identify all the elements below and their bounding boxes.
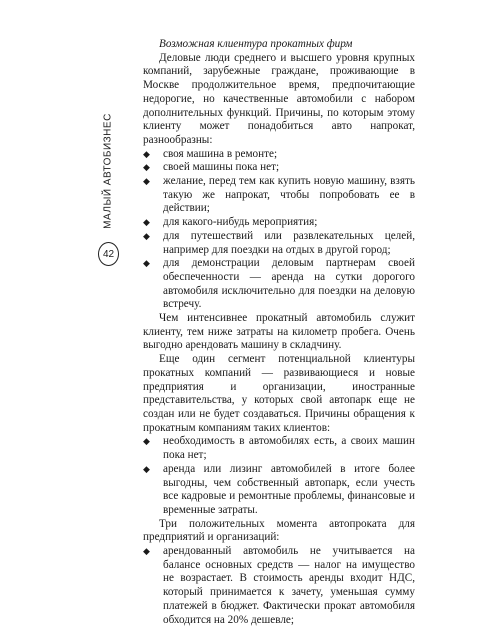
- page-body: [143, 38, 415, 627]
- list-item: ◆ для демонстрации деловым партнерам своей обеспеченности — аренда на сутки дорогого автомобиля исключительно для поездки на деловую встречу.: [143, 257, 415, 311]
- bullet-icon: ◆: [143, 436, 150, 447]
- running-title: МАЛЫЙ АВТОБИЗНЕС: [102, 113, 114, 229]
- client-reasons-list: [143, 435, 415, 517]
- list-item: ◆ своей машины пока нет;: [143, 161, 280, 174]
- bullet-icon: ◆: [143, 162, 150, 173]
- list-item: ◆ для какого-нибудь мероприятия;: [143, 216, 318, 229]
- list-item: ◆ желание, перед тем как купить новую машину, взять такую же напрокат, чтобы попробовать ее в действии;: [143, 175, 415, 215]
- list-item: ◆ своя машина в ремонте;: [143, 147, 278, 160]
- advantages-list: [143, 545, 415, 627]
- section-heading: Возможная клиентура прокатных фирм: [159, 38, 353, 50]
- bullet-icon: ◆: [143, 546, 150, 557]
- bullet-icon: ◆: [143, 217, 150, 228]
- reasons-list: [143, 148, 415, 312]
- bullet-icon: ◆: [143, 258, 150, 269]
- bullet-icon: ◆: [143, 230, 150, 241]
- bullet-icon: ◆: [143, 463, 150, 474]
- page-number: 42: [98, 242, 119, 266]
- list-item: ◆ для путешествий или развлекательных целей, например для поездки на отдых в другой город;: [143, 229, 415, 256]
- paragraph: Деловые люди среднего и высшего уровня крупных компаний, зарубежные граждане, проживающие в Москве продолжительное время, предпочитающие недорогие, но качественные автомобили с набором дополнительных функций. Причины, по которым этому клиенту может понадобиться авто напрокат, разнообразны:: [143, 51, 415, 146]
- paragraph: Три положительных момента автопроката для предприятий и организаций:: [143, 517, 415, 544]
- bullet-icon: ◆: [143, 176, 150, 187]
- paragraph: Чем интенсивнее прокатный автомобиль служит клиенту, тем ниже затраты на километр пробега. Очень выгодно арендовать машину в складчину.: [143, 312, 415, 352]
- list-item: ◆ арендованный автомобиль не учитывается на балансе основных средств — налог на имущество не возрастает. В стоимость аренды входит НДС, который принимается к зачету, уменьшая сумму платежей в бюджет. Фактически прокат автомобиля обходится на 20% дешевле;: [143, 545, 415, 626]
- list-item: ◆ необходимость в автомобилях есть, а своих машин пока нет;: [143, 435, 415, 462]
- paragraph: Еще один сегмент потенциальной клиентуры прокатных компаний — развивающиеся и новые предприятия и организации, иностранные представительства, у которых свой автопарк еще не создан или не будет создаваться. Причины обращения к прокатным компаниям таких клиентов:: [143, 353, 415, 434]
- list-item: ◆ аренда или лизинг автомобилей в итоге более выгодны, чем собственный автопарк, если учесть все кадровые и ремонтные проблемы, финансовые и временные затраты.: [143, 462, 415, 516]
- bullet-icon: ◆: [143, 148, 150, 159]
